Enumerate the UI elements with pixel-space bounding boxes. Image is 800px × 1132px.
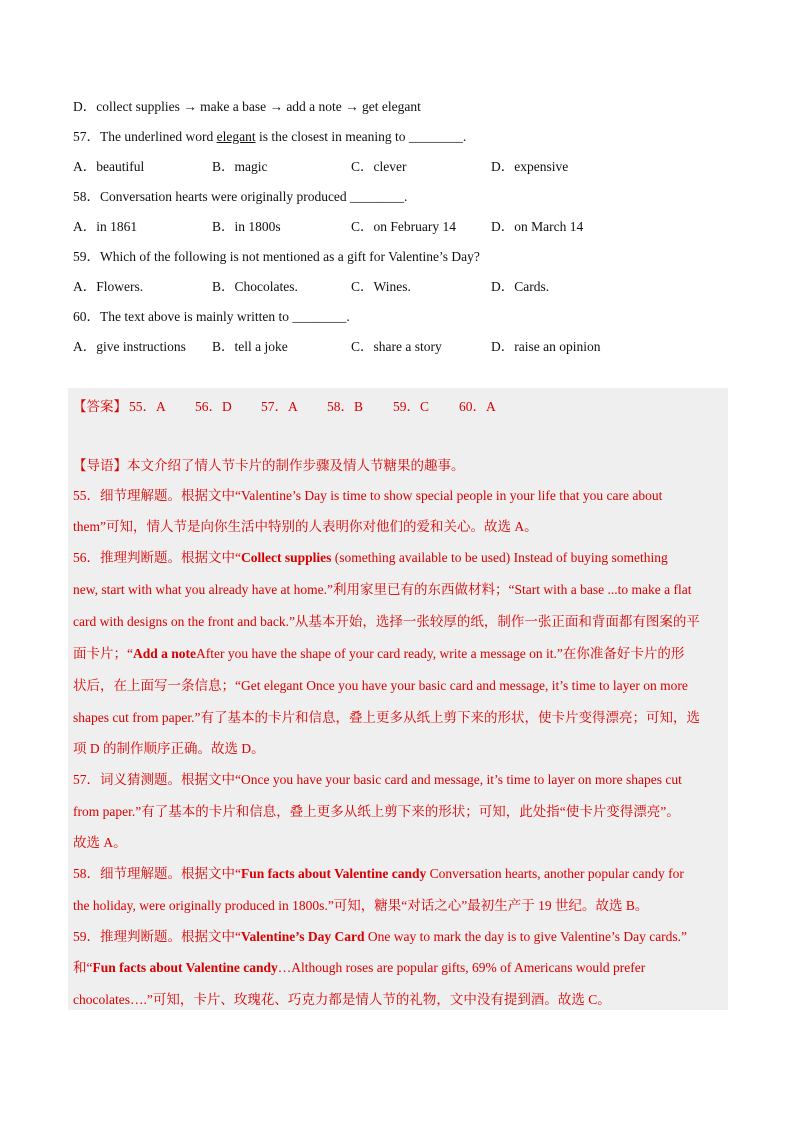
answer-key-label: 【答案】: [73, 399, 127, 414]
explanation-line: [73, 865, 684, 883]
explanation-line: them”可知，情人节是向你生活中特别的人表明你对他们的爱和关心。故选 A。: [73, 519, 538, 534]
answer-explanation-box: [68, 388, 728, 1010]
explanation-line: [73, 959, 645, 977]
q58-options: [73, 218, 733, 236]
q59-option-c: C．Wines.: [351, 279, 411, 294]
answer-item: 55．A: [129, 399, 166, 414]
explanation-text: …Although roses are popular gifts, 69% of Americans would prefer: [277, 960, 646, 975]
q57-stem: [73, 128, 466, 146]
q58-option-d: D．on March 14: [491, 219, 584, 234]
explanation-line: 57．词义猜测题。根据文中“Once you have your basic card and message, it’s time to layer on more shapes cut: [73, 772, 682, 787]
explanation-line: shapes cut from paper.”有了基本的卡片和信息，叠上更多从纸上剪下来的形状，使卡片变得漂亮；可知，选: [73, 710, 700, 725]
q60-option-b: B．tell a joke: [212, 339, 288, 354]
q60-option-c: C．share a story: [351, 339, 442, 354]
answer-key: [73, 398, 673, 416]
q58-option-b: B．in 1800s: [212, 219, 281, 234]
explanation-text: 和“: [73, 960, 93, 975]
q57-option-d: D．expensive: [491, 159, 569, 174]
explanation-bold: Fun facts about Valentine candy: [92, 960, 278, 975]
q60-stem: 60．The text above is mainly written to ________.: [73, 309, 350, 324]
explanation-text: 58．细节理解题。根据文中“: [73, 866, 241, 881]
q60-options: [73, 338, 733, 356]
q59-stem: 59．Which of the following is not mentioned as a gift for Valentine’s Day?: [73, 249, 480, 264]
explanation-line: 55．细节理解题。根据文中“Valentine’s Day is time to show special people in your life that you care about: [73, 488, 663, 503]
explanation-line: 状后，在上面写一条信息；“Get elegant Once you have your basic card and message, it’s time to layer on more: [73, 678, 688, 693]
answer-item: 58．B: [327, 399, 364, 414]
q57-option-b: B．magic: [212, 159, 268, 174]
explanation-bold: Add a note: [133, 646, 197, 661]
explanation-intro: 【导语】本文介绍了情人节卡片的制作步骤及情人节糖果的趣事。: [73, 458, 465, 473]
explanation-text: After you have the shape of your card ready, write a message on it.”在你准备好卡片的形: [196, 646, 685, 661]
explanation-bold: Collect supplies: [241, 550, 332, 565]
explanation-line: card with designs on the front and back.”从基本开始，选择一张较厚的纸，制作一张正面和背面都有图案的平: [73, 614, 700, 629]
explanation-line: [73, 928, 687, 946]
q57-option-a: A．beautiful: [73, 159, 145, 174]
explanation-line: 项 D 的制作顺序正确。故选 D。: [73, 741, 265, 756]
explanation-bold: Valentine’s Day Card: [241, 929, 365, 944]
explanation-line: [73, 549, 668, 567]
answer-item: 56．D: [195, 399, 232, 414]
q60-option-d: D．raise an opinion: [491, 339, 601, 354]
explanation-text: Conversation hearts, another popular candy for: [426, 866, 684, 881]
q58-stem: 58．Conversation hearts were originally produced ________.: [73, 189, 408, 204]
explanation-text: One way to mark the day is to give Valentine’s Day cards.”: [364, 929, 688, 944]
answer-item: 59．C: [393, 399, 430, 414]
explanation-line: [73, 645, 684, 663]
q58-option-c: C．on February 14: [351, 219, 456, 234]
q57-underlined-word: elegant: [216, 129, 256, 144]
q57-stem-post: is the closest in meaning to ________.: [255, 129, 467, 144]
answer-item: 60．A: [459, 399, 496, 414]
explanation-text: 面卡片；“: [73, 646, 133, 661]
q58-option-a: A．in 1861: [73, 219, 138, 234]
explanation-line: chocolates….”可知，卡片、玫瑰花、巧克力都是情人节的礼物，文中没有提到酒。故选 C。: [73, 992, 611, 1007]
q57-stem-pre: 57．The underlined word: [73, 129, 217, 144]
explanation-text: 59．推理判断题。根据文中“: [73, 929, 241, 944]
q56-option-d: D．collect supplies → make a base → add a note → get elegant: [73, 99, 421, 114]
explanation-text: (something available to be used) Instead of buying something: [331, 550, 668, 565]
q59-options: [73, 278, 733, 296]
explanation-text: 56．推理判断题。根据文中“: [73, 550, 241, 565]
q57-options: [73, 158, 733, 176]
explanation-line: new, start with what you already have at home.”利用家里已有的东西做材料；“Start with a base ...to make a flat: [73, 582, 692, 597]
q60-option-a: A．give instructions: [73, 339, 186, 354]
answer-item: 57．A: [261, 399, 298, 414]
q59-option-a: A．Flowers.: [73, 279, 144, 294]
explanation-line: from paper.”有了基本的卡片和信息，叠上更多从纸上剪下来的形状；可知，此处指“使卡片变得漂亮”。: [73, 804, 680, 819]
explanation-bold: Fun facts about Valentine candy: [241, 866, 427, 881]
explanation-line: 故选 A。: [73, 835, 127, 850]
q59-option-b: B．Chocolates.: [212, 279, 298, 294]
explanation-line: the holiday, were originally produced in 1800s.”可知，糖果“对话之心”最初生产于 19 世纪。故选 B。: [73, 898, 649, 913]
q57-option-c: C．clever: [351, 159, 407, 174]
q59-option-d: D．Cards.: [491, 279, 550, 294]
